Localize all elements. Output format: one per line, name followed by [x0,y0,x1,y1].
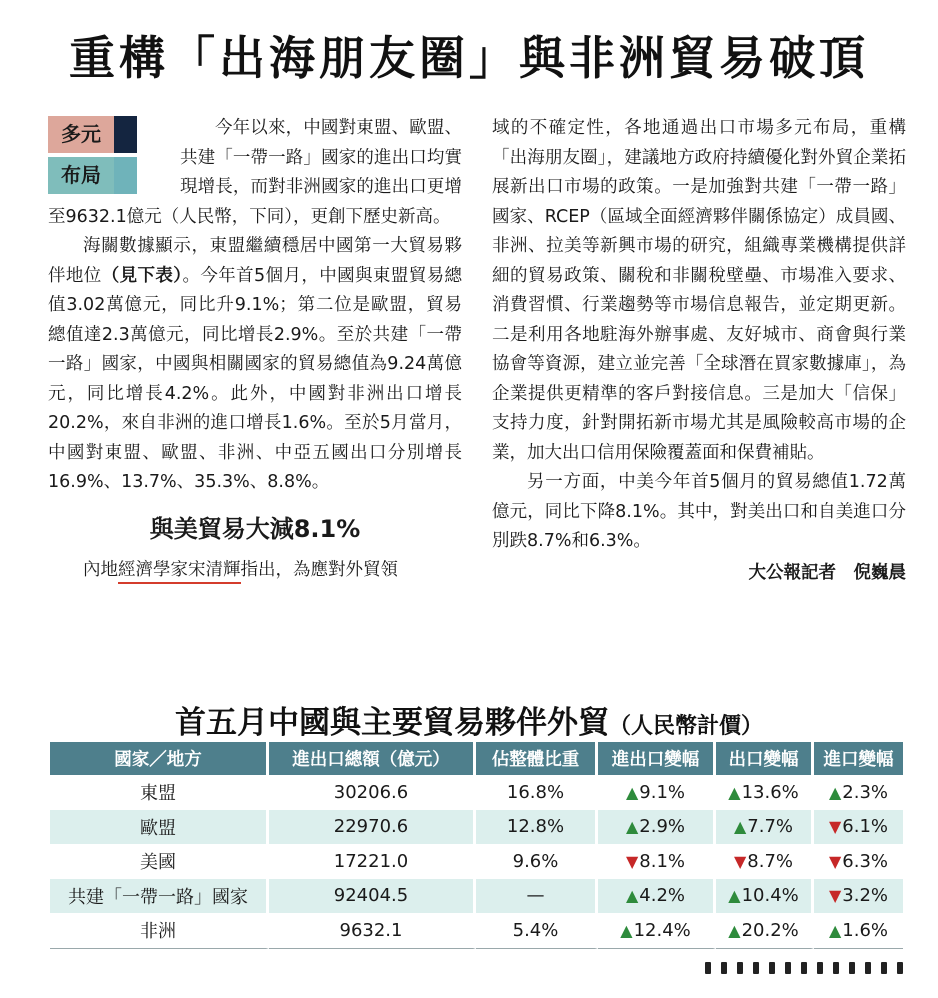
triangle-down-icon: ▼ [828,817,842,837]
header-total: 進出口總額（億元） [269,742,476,775]
cell-import-change [814,810,903,845]
table-title-text: 首五月中國與主要貿易夥伴外貿 [174,705,609,741]
cell-share: 12.8% [476,810,598,845]
triangle-up-icon: ▲ [625,817,639,837]
table-row [50,775,903,810]
see-table-note: （見下表） [101,265,183,286]
change-value: 7.7% [747,816,794,838]
triangle-up-icon: ▲ [728,782,741,802]
paragraph-customs-text-b: 。今年首5個月，中國與東盟貿易總值3.02萬億元，同比升9.1%；第二位是歐盟，貿易總值達2.3萬億元，同比增長2.9%。至於共建「一帶一路」國家，中國與相關國家的貿易總值為9.24萬億元，同比增長4.2%。此外，中國對非洲出口增長20.2%，來自非洲的進口增長1.6%。至於5月當月，中國對東盟、歐盟、非洲、中亞五國出口分別增長16.9%、13.7%、35.3%、8.8%。 [48,265,463,492]
paragraph-customs-text-a: 海關數據顯示，東盟繼續穩居中國第一大貿易夥伴地位 [48,236,462,286]
cell-total: 22970.6 [269,810,476,845]
paragraph-customs-data [48,232,462,498]
triangle-down-icon: ▼ [828,851,842,871]
subheading: 與美貿易大減8.1% [149,514,361,543]
cell-total: 9632.1 [269,913,476,949]
cell-export-change [716,775,814,810]
paragraph-economist-text-b: 指出，為應對外貿領 [240,559,398,580]
triangle-up-icon: ▲ [728,920,741,940]
paragraph-economist [48,556,462,586]
cell-import-change [814,844,903,879]
paragraph-policy: 域的不確定性，各地通過出口市場多元布局，重構「出海朋友圈」，建議地方政府持續優化對外貿企業拓展新出口市場的政策。一是加強對共建「一帶一路」國家、RCEP（區域全面經濟夥伴關係協定）成員國、非洲、拉美等新興市場的研究，組織專業機構提供詳細的貿易政策、關稅和非關稅壁壘、市場准入要求、消費習慣、行業趨勢等市場信息報告，並定期更新。二是利用各地駐海外辦事處、友好城市、商會與行業協會等資源，建立並完善「全球潛在買家數據庫」，為企業提供更精準的客戶對接信息。三是加大「信保」支持力度，針對開拓新市場尤其是風險較高市場的企業，加大出口信用保險覆蓋面和保費補貼。 [492,118,906,463]
header-share: 佔整體比重 [476,742,598,775]
change-value: 6.1% [842,816,889,838]
triangle-up-icon: ▲ [828,920,842,940]
paragraph-us-trade: 另一方面，中美今年首5個月的貿易總值1.72萬億元，同比下降8.1%。其中，對美出口和自美進口分別跌8.7%和6.3%。 [492,472,906,551]
table-unit: （人民幣計價） [608,714,763,739]
cell-import-change [814,775,903,810]
cell-import-change [814,913,903,949]
change-value: 8.7% [747,850,794,872]
header-country: 國家／地方 [50,742,269,775]
tag-decoration-light [114,157,137,194]
trade-table [50,742,903,949]
watermark-dots [697,958,917,978]
article-right-column [492,114,906,588]
byline: 大公報記者 倪巍晨 [748,562,906,583]
cell-country: 美國 [50,844,269,879]
table-row [50,879,903,914]
cell-country: 非洲 [50,913,269,949]
change-value: 12.4% [633,919,691,941]
change-value: 10.4% [741,885,799,907]
cell-country: 東盟 [50,775,269,810]
change-value: 9.1% [639,781,686,803]
change-value: 2.3% [842,781,889,803]
section-tag [48,116,138,194]
paragraph-economist-text-a: 內地 [83,559,118,580]
cell-country: 共建「一帶一路」國家 [50,879,269,914]
triangle-up-icon: ▲ [625,886,639,906]
table-header-row [50,742,903,775]
change-value: 1.6% [842,919,889,941]
header-export-change: 出口變幅 [716,742,814,775]
header-trade-change: 進出口變幅 [598,742,716,775]
cell-total: 30206.6 [269,775,476,810]
cell-share: 5.4% [476,913,598,949]
cell-trade-change [598,844,716,879]
cell-share: — [476,879,598,914]
paragraph-intro: 今年以來，中國對東盟、歐盟、共建「一帶一路」國家的進出口均實現增長，而對非洲國家的進出口更增至9632.1億元（人民幣，下同），更創下歷史新高。 [48,118,462,227]
triangle-up-icon: ▲ [828,782,842,802]
change-value: 8.1% [639,850,686,872]
table-row [50,810,903,845]
change-value: 3.2% [842,885,889,907]
cell-share: 16.8% [476,775,598,810]
cell-trade-change [598,775,716,810]
triangle-up-icon: ▲ [733,817,747,837]
article-left-column [48,114,462,585]
cell-total: 17221.0 [269,844,476,879]
change-value: 20.2% [741,919,799,941]
headline: 重構「出海朋友圈」與非洲貿易破頂 [69,31,869,85]
triangle-down-icon: ▼ [733,851,747,871]
cell-country: 歐盟 [50,810,269,845]
cell-export-change [716,913,814,949]
cell-trade-change [598,879,716,914]
cell-import-change [814,879,903,914]
triangle-up-icon: ▲ [620,920,633,940]
change-value: 6.3% [842,850,889,872]
tag-label-2: 布局 [48,157,114,194]
triangle-up-icon: ▲ [625,782,639,802]
change-value: 4.2% [639,885,686,907]
change-value: 13.6% [741,781,799,803]
tag-label-1: 多元 [48,116,114,153]
triangle-down-icon: ▼ [828,886,842,906]
change-value: 2.9% [639,816,686,838]
table-row [50,913,903,949]
table-title [0,697,938,742]
table-row [50,844,903,879]
tag-decoration-dark [114,116,137,153]
header-import-change: 進口變幅 [814,742,903,775]
table-body [50,775,903,949]
cell-export-change [716,844,814,879]
economist-name-underlined: 經濟學家宋清輝 [118,560,241,584]
triangle-up-icon: ▲ [728,886,741,906]
cell-trade-change [598,913,716,949]
cell-share: 9.6% [476,844,598,879]
cell-total: 92404.5 [269,879,476,914]
cell-export-change [716,810,814,845]
triangle-down-icon: ▼ [625,851,639,871]
cell-trade-change [598,810,716,845]
cell-export-change [716,879,814,914]
